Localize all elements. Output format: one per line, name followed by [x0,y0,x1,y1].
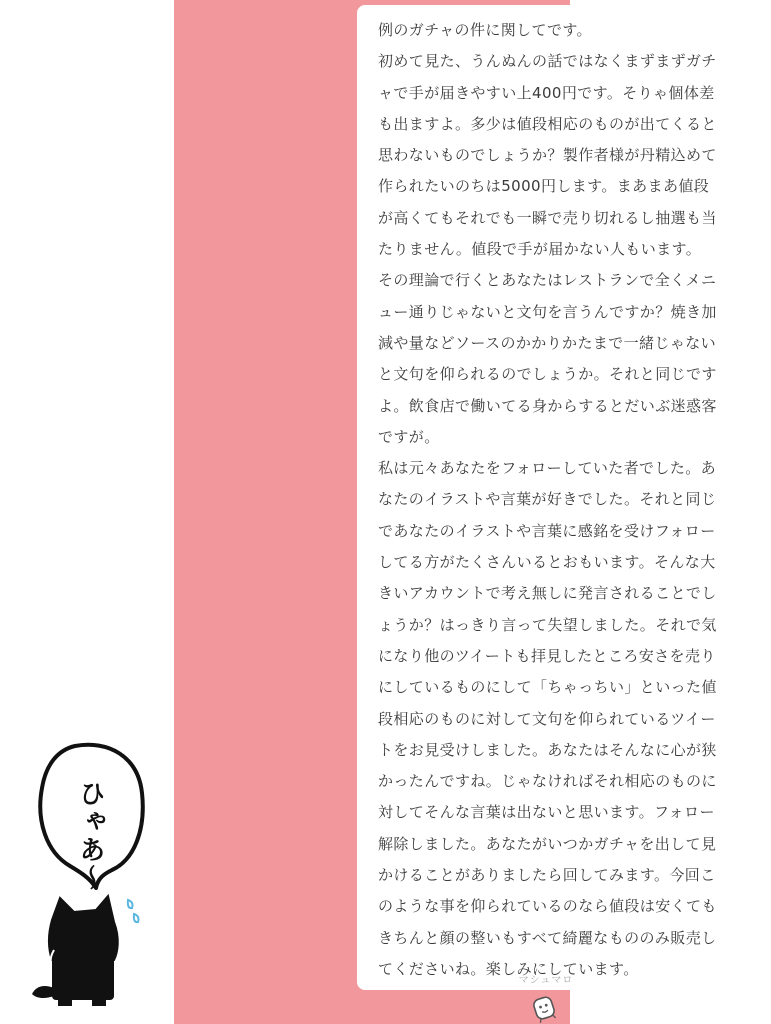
marshmallow-frame [174,0,717,1024]
message-paragraph: 初めて見た、うんぬんの話ではなくまずまずガチャで手が届きやすい上400円です。そりゃ個体差も出ますよ。多少は値段相応のものが出てくると思わないものでしょうか？製作者様が丹精込めて作られたいのちは5000円します。まあまあ値段が高くてもそれでも一瞬で売り切れるし抽選も当たりません。値段で手が届かない人もいます。 [378,52,717,259]
marshmallow-mascot-icon [529,993,559,1023]
doodle-caption: ひゃあ〜 [75,780,105,892]
message-body [378,15,724,985]
message-card [357,5,735,990]
brand-label: マシュマロ [518,975,574,986]
message-paragraph: その理論で行くとあなたはレストランで全くメニュー通りじゃないと文句を言うんですか？焼き加減や量などソースのかかりかたまで一緒じゃないと文句を仰られるのでしょうか。それと同じですよ。飲食店で働いてる身からするとだいぶ迷惑客ですが。 [378,271,717,446]
black-cat-doodle-icon [30,738,170,1010]
message-paragraph: 例のガチャの件に関してです。 [378,21,592,39]
message-paragraph: 私は元々あなたをフォローしていた者でした。あなたのイラストや言葉が好きでした。それと同じであなたのイラストや言葉に感銘を受けフォローしてる方がたくさんいるとおもいます。そんな大きいアカウントで考え無しに発言されることでしょうか？はっきり言って失望しました。それで気になり他のツイートも拝見したところ安さを売りにしているものにして「ちゃっちい」といった値段相応のものに対して文句を仰られているツイートをお見受けしました。あなたはそんなに心が狭かったんですね。じゃなければそれ相応のものに対してそんな言葉は出ないと思います。フォロー解除しました。あなたがいつかガチャを出して見かけることがありましたら回してみます。今回このような事を仰られているのなら値段は安くてもきちんと顔の整いもすべて綺麗なもののみ販売してくださいね。楽しみにしています。 [378,459,717,978]
